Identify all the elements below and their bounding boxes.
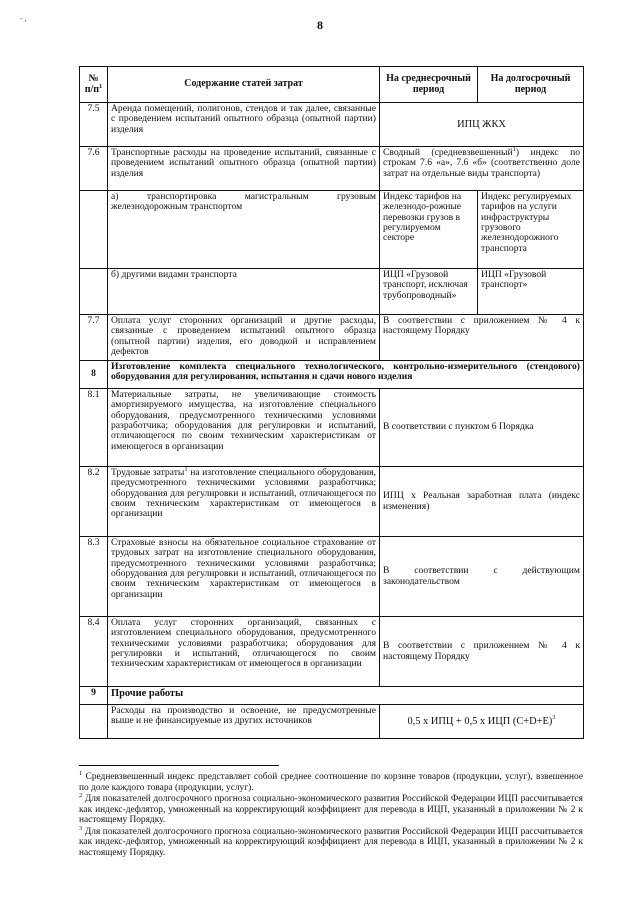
row-text: Аренда помещений, полигонов, стендов и так далее, связанные с проведением испытаний опытного образца (опытной партии) изделия [108, 103, 380, 147]
corner-mark: - , [20, 14, 27, 23]
footnotes [79, 765, 583, 859]
header-long-term: На долгосрочный период [478, 67, 584, 103]
table-row [80, 191, 584, 269]
row-num: 7.6 [80, 147, 108, 191]
row-value: В соответствии с пунктом 6 Порядка [380, 389, 584, 467]
row-num: 9 [80, 687, 108, 705]
row-text: Транспортные расходы на проведение испытаний, связанные с проведением испытаний опытного образца (опытной партии) изделия [108, 147, 380, 191]
section-row [80, 361, 584, 389]
row-mid-value: Индекс тарифов на железнодо-рожные перевозки грузов в регулируемом секторе [380, 191, 478, 269]
table-header-row [80, 67, 584, 103]
row-text: Оплата услуг сторонних организаций, связанных с изготовлением специального оборудования, предусмотренного техническими условиями разработчика; оборудования для регулировки и испытаний, отличающегося по своим техническим характеристикам от имеющегося в организации [108, 617, 380, 687]
table-row [80, 705, 584, 739]
table-row [80, 617, 584, 687]
header-num: № $п/п^1$ [80, 67, 108, 103]
footnote-3: $^3$ Для показателей долгосрочного прогноза социально-экономического развития Российской Федерации ИЦП рассчитывается как индекс-дефлятор, умноженный на корректирующий коэффициент для перевода в ИЦП, указанный в приложении № 2 к настоящему Порядку. [79, 824, 583, 858]
table-row [80, 103, 584, 147]
section-title: Изготовление комплекта специального технологического, контрольно-измерительного (стендового) оборудования для регулирования, испытания и сдачи нового изделия [108, 361, 584, 389]
row-value: 0,5 x ИПЦ + 0,5 x ИЦП $(С+D+E)^3$ [380, 705, 584, 739]
cost-items-table [79, 66, 584, 739]
footnote-2: $^2$ Для показателей долгосрочного прогноза социально-экономического развития Российской Федерации ИЦП рассчитывается как индекс-дефлятор, умноженный на корректирующий коэффициент для перевода в ИЦП, указанный в приложении № 2 к настоящему Порядку. [79, 792, 583, 826]
row-num: 8.1 [80, 389, 108, 467]
row-num: 7.7 [80, 315, 108, 361]
row-value: ИПЦ ЖКХ [380, 103, 584, 147]
row-num: 8.3 [80, 537, 108, 617]
row-num: 8.2 [80, 467, 108, 537]
row-text: б) другими видами транспорта [108, 269, 380, 315]
table-row [80, 315, 584, 361]
section-row [80, 687, 584, 705]
row-value: Сводный (средневзвешенный$^1$) индекс по строкам 7.6 «а», 7.6 «б» (соответственно доле затрат на отдельные виды транспорта) [380, 147, 584, 191]
row-num: 8 [80, 361, 108, 389]
section-title: Прочие работы [108, 687, 584, 705]
row-text: а) транспортировка магистральным грузовым железнодорожным транспортом [108, 191, 380, 269]
row-num [80, 191, 108, 269]
row-text: Оплата услуг сторонних организаций и другие расходы, связанные с проведением испытаний опытного образца (опытной партии) изделия, его доводкой и исправлением дефектов [108, 315, 380, 361]
row-long-value: Индекс регулируемых тарифов на услуги инфраструктуры грузового железнодорожного транспорта [478, 191, 584, 269]
row-mid-value: ИЦП «Грузовой транспорт, исключая трубопроводный» [380, 269, 478, 315]
row-text: Материальные затраты, не увеличивающие стоимость амортизируемого имущества, на изготовление специального оборудования, предусмотренного техническими условиями разработчика; оборудования для регулировки и испытаний, отличающегося по своим техническим характеристикам от имеющегося в организации [108, 389, 380, 467]
table-row [80, 147, 584, 191]
table-row [80, 389, 584, 467]
row-value: ИПЦ х Реальная заработная плата (индекс изменения) [380, 467, 584, 537]
row-long-value: ИЦП «Грузовой транспорт» [478, 269, 584, 315]
row-text: Расходы на производство и освоение, не предусмотренные выше и не финансируемые из других источников [108, 705, 380, 739]
table-row [80, 269, 584, 315]
row-num [80, 705, 108, 739]
footnote-divider [79, 765, 279, 766]
row-value: В соответствии с действующим законодательством [380, 537, 584, 617]
row-text: Трудовые затраты$^1$ на изготовление специального оборудования, предусмотренного техническими условиями разработчика; оборудования для регулировки и испытаний, отличающегося по своим техническим характеристикам от имеющегося в организации [108, 467, 380, 537]
row-num [80, 269, 108, 315]
row-value: В соответствии с приложением № 4 к настоящему Порядку [380, 617, 584, 687]
row-num: 8.4 [80, 617, 108, 687]
page-number: 8 [317, 18, 323, 32]
table-row [80, 537, 584, 617]
row-text: Страховые взносы на обязательное социальное страхование от трудовых затрат на изготовление специального оборудования, предусмотренного техническими условиями разработчика; оборудования для регулировки и испытаний, отличающегося по своим техническим характеристикам от имеющегося в организации [108, 537, 380, 617]
footnote-1: $^1$ Средневзвешенный индекс представляет собой среднее соотношение по корзине товаров (продукции, услуг), взвешенное по доле каждого товара (продукции, услуг). [79, 770, 583, 793]
row-value: В соответствии с приложением № 4 к настоящему Порядку [380, 315, 584, 361]
table-row [80, 467, 584, 537]
row-num: 7.5 [80, 103, 108, 147]
header-content: Содержание статей затрат [108, 67, 380, 103]
header-mid-term: На среднесрочный период [380, 67, 478, 103]
